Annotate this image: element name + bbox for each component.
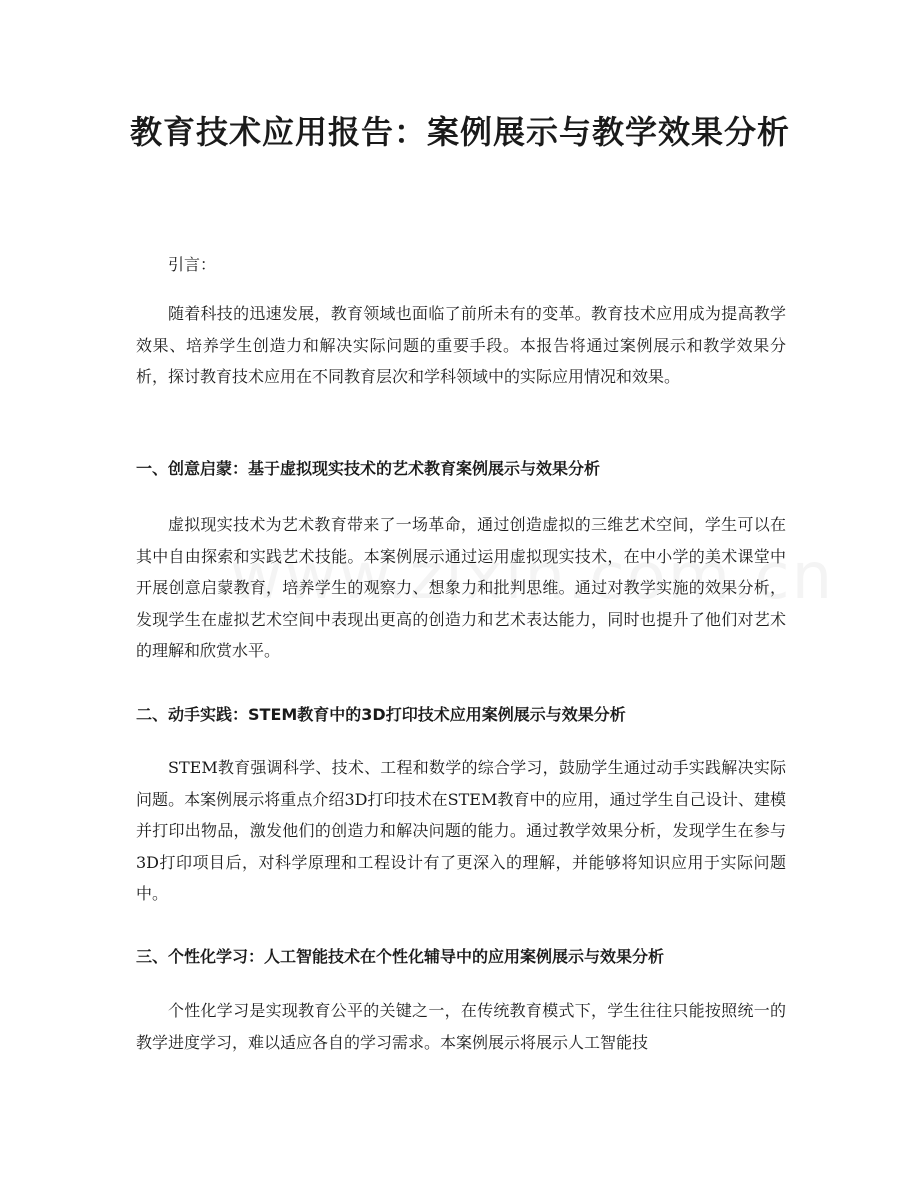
section-body-1: 虚拟现实技术为艺术教育带来了一场革命，通过创造虚拟的三维艺术空间，学生可以在其中自由探索和实践艺术技能。本案例展示通过运用虚拟现实技术，在中小学的美术课堂中开展创意启蒙教育，培养学生的观察力、想象力和批判思维。通过对教学实施的效果分析，发现学生在虚拟艺术空间中表现出更高的创造力和艺术表达能力，同时也提升了他们对艺术的理解和欣赏水平。 (136, 515, 786, 660)
document-title: 教育技术应用报告：案例展示与教学效果分析 (130, 113, 791, 151)
section-heading-1: 一、创意启蒙：基于虚拟现实技术的艺术教育案例展示与效果分析 (136, 459, 601, 478)
section-heading-3: 三、个性化学习：人工智能技术在个性化辅导中的应用案例展示与效果分析 (136, 947, 665, 966)
intro-label: 引言： (168, 255, 217, 274)
section-body-3: 个性化学习是实现教育公平的关键之一，在传统教育模式下，学生往往只能按照统一的教学进度学习，难以适应各自的学习需求。本案例展示将展示人工智能技 (136, 1001, 786, 1052)
intro-paragraph: 随着科技的迅速发展，教育领域也面临了前所未有的变革。教育技术应用成为提高教学效果、培养学生创造力和解决实际问题的重要手段。本报告将通过案例展示和教学效果分析，探讨教育技术应用在不同教育层次和学科领域中的实际应用情况和效果。 (136, 304, 786, 386)
section-body-2: STEM教育强调科学、技术、工程和数学的综合学习，鼓励学生通过动手实践解决实际问题。本案例展示将重点介绍3D打印技术在STEM教育中的应用，通过学生自己设计、建模并打印出物品，激发他们的创造力和解决问题的能力。通过教学效果分析，发现学生在参与3D打印项目后，对科学原理和工程设计有了更深入的理解，并能够将知识应用于实际问题中。 (136, 758, 786, 903)
section-heading-2: 二、动手实践：STEM教育中的3D打印技术应用案例展示与效果分析 (136, 705, 626, 724)
